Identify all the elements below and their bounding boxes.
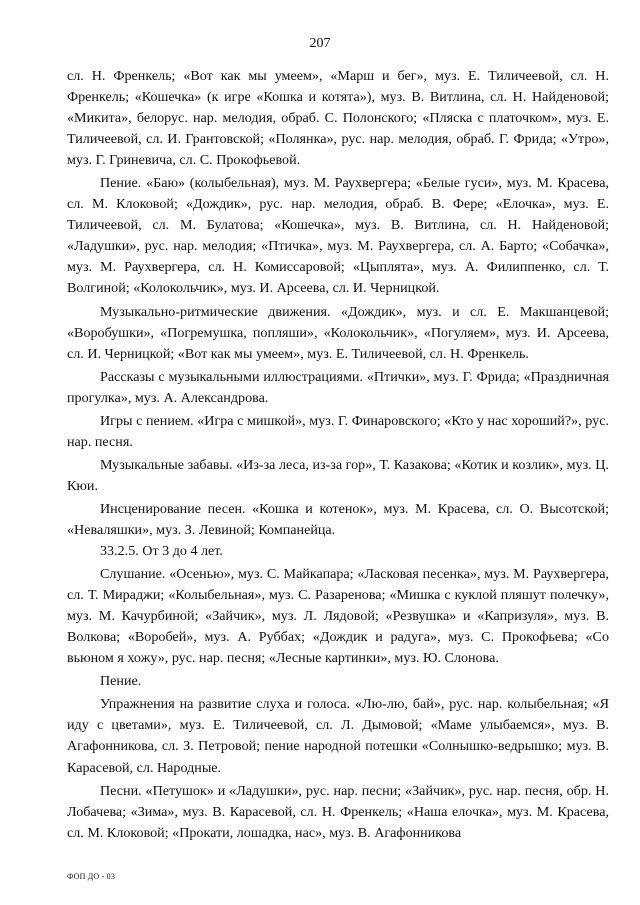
paragraph-7: Инсценирование песен. «Кошка и котенок», муз. М. Красева, сл. О. Высотской; «Неваляшки», муз. З. Левиной; Компанейца. [67,500,609,538]
paragraph-3: Музыкально-ритмические движения. «Дождик», муз. и сл. Е. Макшанцевой; «Воробушки», «Погремушка, попляши», «Колокольчик», «Погуляем», муз. И. Арсеева, сл. И. Черницкой; «Вот как мы умеем», муз. Е. Тиличеевой, сл. Н. Френкель. [67,303,609,362]
paragraph-11: Упражнения на развитие слуха и голоса. «Лю-лю, бай», рус. нар. колыбельная; «Я иду с цветами», муз. Е. Тиличеевой, сл. Л. Дымовой; «Маме улыбаемся», муз. В. Агафонникова, сл. З. Петровой; пение народной потешки «Солнышко-ведрышко; муз. В. Карасевой, сл. Народные. [67,696,609,776]
section-heading: 33.2.5. От 3 до 4 лет. [100,543,223,560]
body-text [67,66,609,844]
paragraph-1: сл. Н. Френкель; «Вот как мы умеем», «Марш и бег», муз. Е. Тиличеевой, сл. Н. Френкель; «Кошечка» (к игре «Кошка и котята»), муз. В. Витлина, сл. Н. Найденовой; «Микита», белорус. нар. мелодия, обраб. С. Полонского; «Пляска с платочком», муз. Е. Тиличеевой, сл. И. Грантовской; «Полянка», рус. нар. мелодия, обраб. Г. Фрида; «Утро», муз. Г. Гриневича, сл. С. Прокофьевой. [67,68,609,169]
subheading-singing: Пение. [100,673,142,690]
footer-label: ФОП ДО - 03 [67,872,116,881]
paragraph-4: Рассказы с музыкальными иллюстрациями. «Птички», муз. Г. Фрида; «Праздничная прогулка», муз. А. Александрова. [67,368,609,406]
paragraph-6: Музыкальные забавы. «Из-за леса, из-за гор», Т. Казакова; «Котик и козлик», муз. Ц. Кюи. [67,456,609,494]
paragraph-5: Игры с пением. «Игра с мишкой», муз. Г. Финаровского; «Кто у нас хороший?», рус. нар. песня. [67,412,609,450]
paragraph-9: Слушание. «Осенью», муз. С. Майкапара; «Ласковая песенка», муз. М. Раухвергера, сл. Т. Мираджи; «Колыбельная», муз. С. Разаренова; «Мишка с куклой пляшут полечку», муз. М. Качурбиной; «Зайчик», муз. Л. Лядовой; «Резвушка» и «Капризуля», муз. В. Волкова; «Воробей», муз. А. Руббах; «Дождик и радуга», муз. С. Прокофьева; «Со вьюном я хожу», рус. нар. песня; «Лесные картинки», муз. Ю. Слонова. [67,566,609,667]
paragraph-12: Песни. «Петушок» и «Ладушки», рус. нар. песни; «Зайчик», рус. нар. песня, обр. Н. Лобачева; «Зима», муз. В. Карасевой, сл. Н. Френкель; «Наша елочка», муз. М. Красева, сл. М. Клоковой; «Прокати, лошадка, нас», муз. В. Агафонникова [67,782,609,841]
paragraph-2: Пение. «Баю» (колыбельная), муз. М. Раухвергера; «Белые гуси», муз. М. Красева, сл. М. Клоковой; «Дождик», рус. нар. мелодия, обраб. В. Фере; «Елочка», муз. Е. Тиличеевой, сл. М. Булатова; «Кошечка», муз. В. Витлина, сл. Н. Найденовой; «Ладушки», рус. нар. мелодия; «Птичка», муз. М. Раухвергера, сл. А. Барто; «Собачка», муз. М. Раухвергера, сл. Н. Комиссаровой; «Цыплята», муз. А. Филиппенко, сл. Т. Волгиной; «Колокольчик», муз. И. Арсеева, сл. И. Черницкой. [67,175,609,297]
page-number: 207 [309,36,331,51]
